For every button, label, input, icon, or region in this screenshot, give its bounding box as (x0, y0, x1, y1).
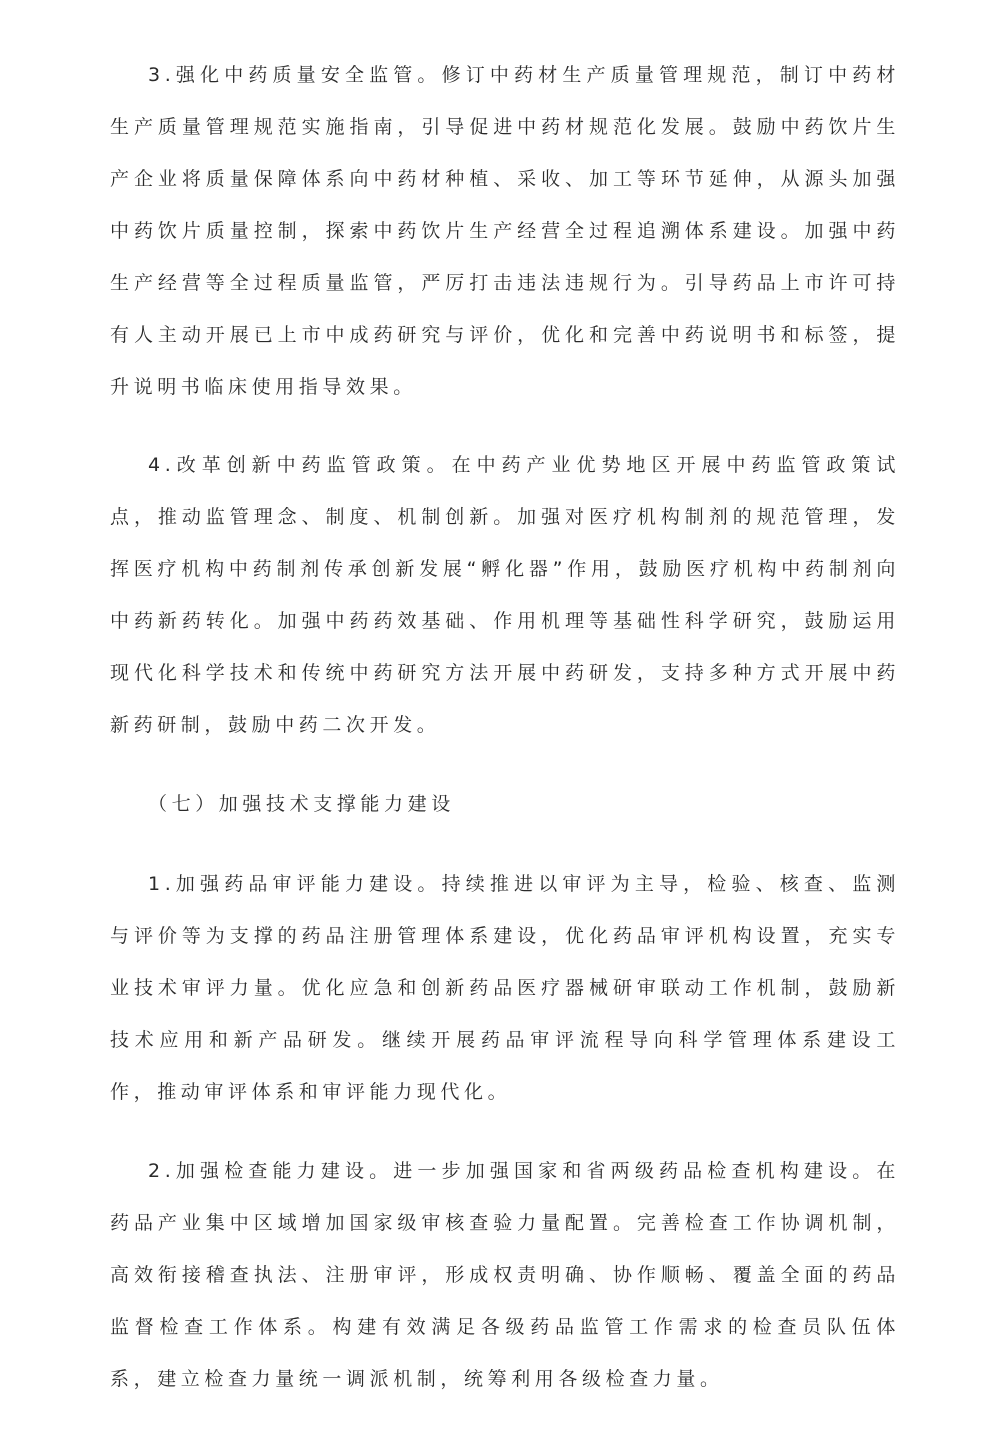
paragraph-tcm-regulatory-reform: 4.改革创新中药监管政策。在中药产业优势地区开展中药监管政策试点，推动监管理念、制度、机制创新。加强对医疗机构制剂的规范管理，发挥医疗机构中药制剂传承创新发展“孵化器”作用，鼓励医疗机构中药制剂向中药新药转化。加强中药药效基础、作用机理等基础性科学研究，鼓励运用现代化科学技术和传统中药研究方法开展中药研发，支持多种方式开展中药新药研制，鼓励中药二次开发。 (110, 454, 900, 736)
paragraph-inspection-capacity: 2.加强检查能力建设。进一步加强国家和省两级药品检查机构建设。在药品产业集中区域增加国家级审核查验力量配置。完善检查工作协调机制，高效衔接稽查执法、注册审评，形成权责明确、协作顺畅、覆盖全面的药品监督检查工作体系。构建有效满足各级药品监管工作需求的检查员队伍体系，建立检查力量统一调派机制，统筹利用各级检查力量。 (110, 1160, 900, 1390)
paragraph-tcm-quality-safety: 3.强化中药质量安全监管。修订中药材生产质量管理规范，制订中药材生产质量管理规范实施指南，引导促进中药材规范化发展。鼓励中药饮片生产企业将质量保障体系向中药材种植、采收、加工等环节延伸，从源头加强中药饮片质量控制，探索中药饮片生产经营全过程追溯体系建设。加强中药生产经营等全过程质量监管，严厉打击违法违规行为。引导药品上市许可持有人主动开展已上市中成药研究与评价，优化和完善中药说明书和标签，提升说明书临床使用指导效果。 (110, 64, 900, 398)
paragraph-review-capacity: 1.加强药品审评能力建设。持续推进以审评为主导，检验、核查、监测与评价等为支撑的药品注册管理体系建设，优化药品审评机构设置，充实专业技术审评力量。优化应急和创新药品医疗器械研审联动工作机制，鼓励新技术应用和新产品研发。继续开展药品审评流程导向科学管理体系建设工作，推动审评体系和审评能力现代化。 (110, 873, 900, 1103)
section-heading-seven: （七）加强技术支撑能力建设 (148, 793, 455, 815)
